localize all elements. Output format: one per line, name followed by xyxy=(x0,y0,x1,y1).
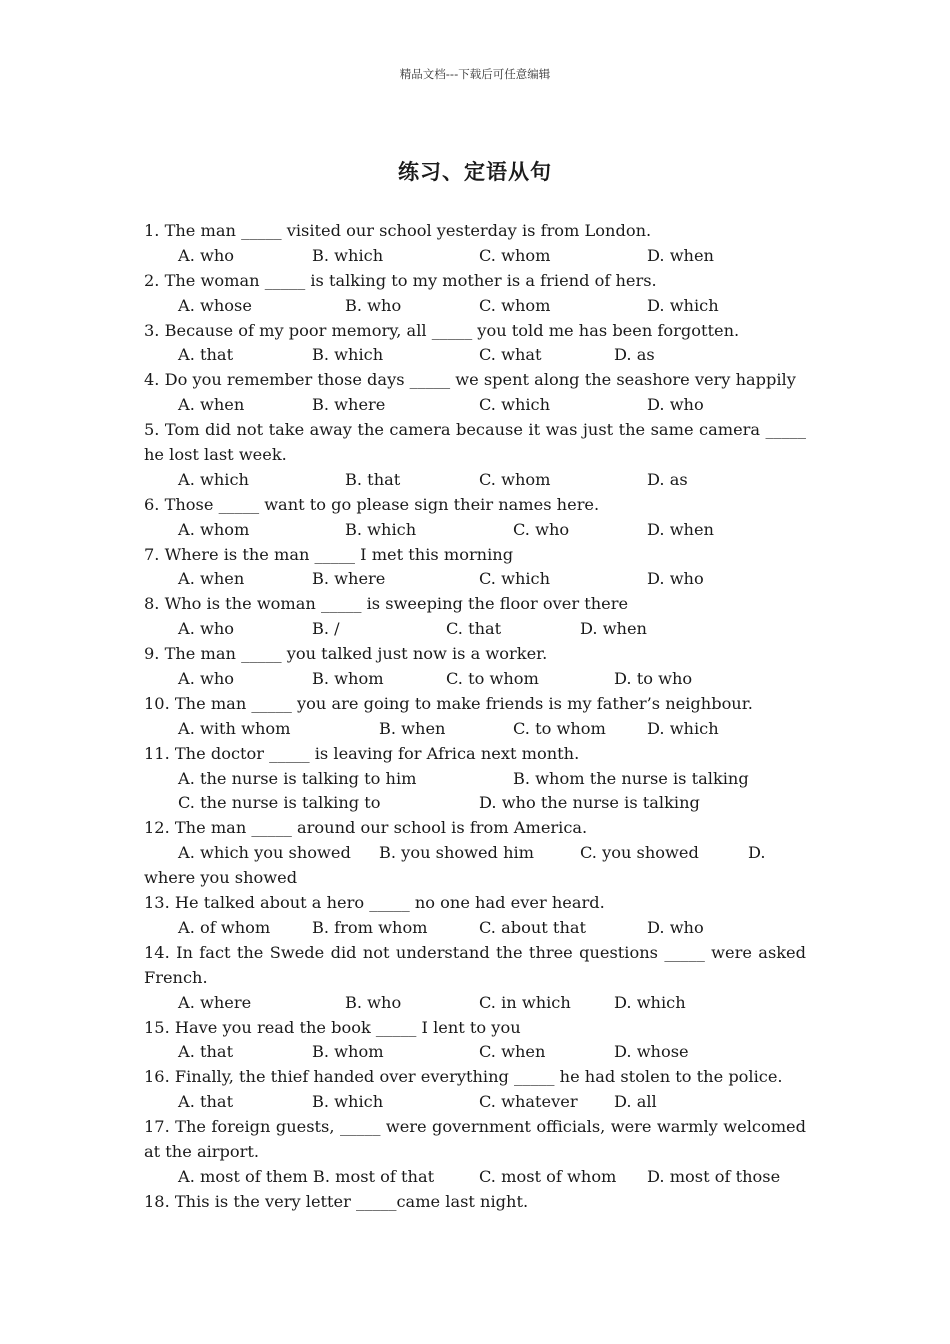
answer-option: A. which xyxy=(178,469,249,489)
question-stem: at the airport. xyxy=(144,1141,260,1161)
answer-option: D. who the nurse is talking xyxy=(479,793,700,813)
option-row xyxy=(144,1090,806,1115)
option-row xyxy=(144,916,806,941)
question-item xyxy=(144,269,806,319)
answer-option: A. most of them B. most of that xyxy=(178,1166,435,1186)
answer-option: D. which xyxy=(647,295,719,315)
answer-option: C. to whom xyxy=(513,718,606,738)
page-header: 精品文档---下载后可任意编辑 xyxy=(399,67,551,81)
question-stem: 12. The man _____ around our school is from America. xyxy=(144,818,588,838)
answer-option: D. who xyxy=(647,569,704,589)
question-item xyxy=(144,543,806,593)
answer-option: A. where xyxy=(178,992,252,1012)
answer-option: D. most of those xyxy=(647,1166,781,1186)
question-stem: 4. Do you remember those days _____ we spent along the seashore very happily xyxy=(144,370,796,390)
answer-option: A. who xyxy=(178,669,235,689)
question-item xyxy=(144,941,806,1016)
answer-option: B. which xyxy=(312,245,384,265)
answer-option: A. who xyxy=(178,619,235,639)
answer-option: A. the nurse is talking to him xyxy=(178,768,417,788)
question-item xyxy=(144,219,806,269)
question-stem: 17. The foreign guests, _____ were government officials, were warmly welcomed xyxy=(144,1117,806,1137)
question-stem: 15. Have you read the book _____ I lent to you xyxy=(144,1017,521,1037)
answer-option: B. who xyxy=(345,992,402,1012)
answer-option: B. where xyxy=(312,395,386,415)
answer-option: D. to who xyxy=(614,669,693,689)
option-row xyxy=(144,991,806,1016)
answer-option: C. whom xyxy=(479,245,551,265)
question-stem: French. xyxy=(144,967,208,987)
answer-option: B. that xyxy=(345,469,401,489)
question-continuation: where you showed xyxy=(144,868,298,888)
question-stem: 5. Tom did not take away the camera because it was just the same camera _____ xyxy=(144,420,806,440)
answer-option: B. who xyxy=(345,295,402,315)
question-stem: 10. The man _____ you are going to make friends is my father’s neighbour. xyxy=(144,693,753,713)
answer-option: C. which xyxy=(479,569,551,589)
option-row xyxy=(144,294,806,319)
answer-option: C. that xyxy=(446,619,502,639)
option-row xyxy=(144,617,806,642)
question-item xyxy=(144,642,806,692)
option-row xyxy=(144,468,806,493)
question-list xyxy=(144,219,806,1215)
answer-option: D. when xyxy=(580,619,647,639)
answer-option: C. most of whom xyxy=(479,1166,617,1186)
question-stem: 16. Finally, the thief handed over everything _____ he had stolen to the police. xyxy=(144,1067,783,1087)
answer-option: D. which xyxy=(614,992,686,1012)
answer-option: B. where xyxy=(312,569,386,589)
answer-option: A. whose xyxy=(178,295,252,315)
answer-option: D. as xyxy=(647,469,688,489)
question-stem: 1. The man _____ visited our school yesterday is from London. xyxy=(144,221,652,240)
answer-option: A. whom xyxy=(178,519,250,539)
question-item xyxy=(144,319,806,369)
answer-option: D. which xyxy=(647,718,719,738)
answer-option: D. whose xyxy=(614,1042,689,1062)
answer-option: A. that xyxy=(178,345,234,365)
answer-option: C. the nurse is talking to xyxy=(178,793,381,813)
answer-option: B. you showed him xyxy=(379,843,535,863)
question-item xyxy=(144,1190,806,1215)
question-item xyxy=(144,493,806,543)
option-row xyxy=(144,767,806,792)
question-item xyxy=(144,1065,806,1115)
answer-option: B. which xyxy=(345,519,417,539)
option-row xyxy=(144,667,806,692)
option-row xyxy=(144,717,806,742)
answer-option: D. who xyxy=(647,395,704,415)
answer-option: C. you showed xyxy=(580,843,699,863)
question-item xyxy=(144,592,806,642)
question-stem: 3. Because of my poor memory, all _____ you told me has been forgotten. xyxy=(144,320,740,340)
option-row xyxy=(144,393,806,418)
question-stem: 7. Where is the man _____ I met this morning xyxy=(144,544,514,564)
answer-option: C. what xyxy=(479,345,542,365)
answer-option: D. when xyxy=(647,245,714,265)
answer-option: B. / xyxy=(312,619,340,639)
question-stem: he lost last week. xyxy=(144,445,287,465)
question-item xyxy=(144,1016,806,1066)
option-row xyxy=(144,567,806,592)
question-item xyxy=(144,742,806,817)
answer-option: C. whatever xyxy=(479,1092,578,1112)
option-row xyxy=(144,791,806,816)
option-row xyxy=(144,1040,806,1065)
answer-option: C. whom xyxy=(479,295,551,315)
answer-option: A. which you showed xyxy=(178,843,351,863)
answer-option: C. who xyxy=(513,519,570,539)
question-item xyxy=(144,816,806,891)
answer-option: B. when xyxy=(379,718,446,738)
answer-option: D. who xyxy=(647,917,704,937)
page-title: 练习、定语从句 xyxy=(398,160,552,184)
answer-option: C. in which xyxy=(479,992,571,1012)
answer-option: D. when xyxy=(647,519,714,539)
question-stem: 9. The man _____ you talked just now is a worker. xyxy=(144,644,548,664)
answer-option: A. that xyxy=(178,1092,234,1112)
answer-option: B. which xyxy=(312,1092,384,1112)
answer-option: C. which xyxy=(479,395,551,415)
question-stem: 6. Those _____ want to go please sign their names here. xyxy=(144,494,600,514)
option-row xyxy=(144,841,806,866)
question-item xyxy=(144,1115,806,1190)
answer-option: C. when xyxy=(479,1042,546,1062)
answer-option: C. to whom xyxy=(446,669,539,689)
answer-option: A. that xyxy=(178,1042,234,1062)
question-stem: 13. He talked about a hero _____ no one had ever heard. xyxy=(144,893,605,913)
question-item xyxy=(144,692,806,742)
answer-option: D. as xyxy=(614,345,655,365)
question-item xyxy=(144,368,806,418)
option-row xyxy=(144,518,806,543)
answer-option: A. with whom xyxy=(178,718,291,738)
question-item xyxy=(144,891,806,941)
answer-option: B. whom xyxy=(312,669,384,689)
question-item xyxy=(144,418,806,493)
answer-option: A. who xyxy=(178,245,235,265)
question-stem: 14. In fact the Swede did not understand the three questions _____ were asked xyxy=(144,942,806,962)
answer-option: C. about that xyxy=(479,917,587,937)
answer-option: B. which xyxy=(312,345,384,365)
answer-option: D. all xyxy=(614,1092,657,1112)
option-row xyxy=(144,1165,806,1190)
option-row xyxy=(144,244,806,269)
answer-option: B. from whom xyxy=(312,917,428,937)
question-stem: 8. Who is the woman _____ is sweeping the floor over there xyxy=(144,594,629,614)
question-stem: 18. This is the very letter _____came last night. xyxy=(144,1191,529,1211)
answer-option: A. when xyxy=(178,395,245,415)
answer-option: D. xyxy=(748,843,766,863)
answer-option: A. when xyxy=(178,569,245,589)
question-stem: 11. The doctor _____ is leaving for Africa next month. xyxy=(144,743,580,763)
answer-option: C. whom xyxy=(479,469,551,489)
question-stem: 2. The woman _____ is talking to my mother is a friend of hers. xyxy=(144,270,657,290)
answer-option: B. whom the nurse is talking xyxy=(513,768,749,788)
option-row xyxy=(144,343,806,368)
answer-option: A. of whom xyxy=(178,917,271,937)
answer-option: B. whom xyxy=(312,1042,384,1062)
